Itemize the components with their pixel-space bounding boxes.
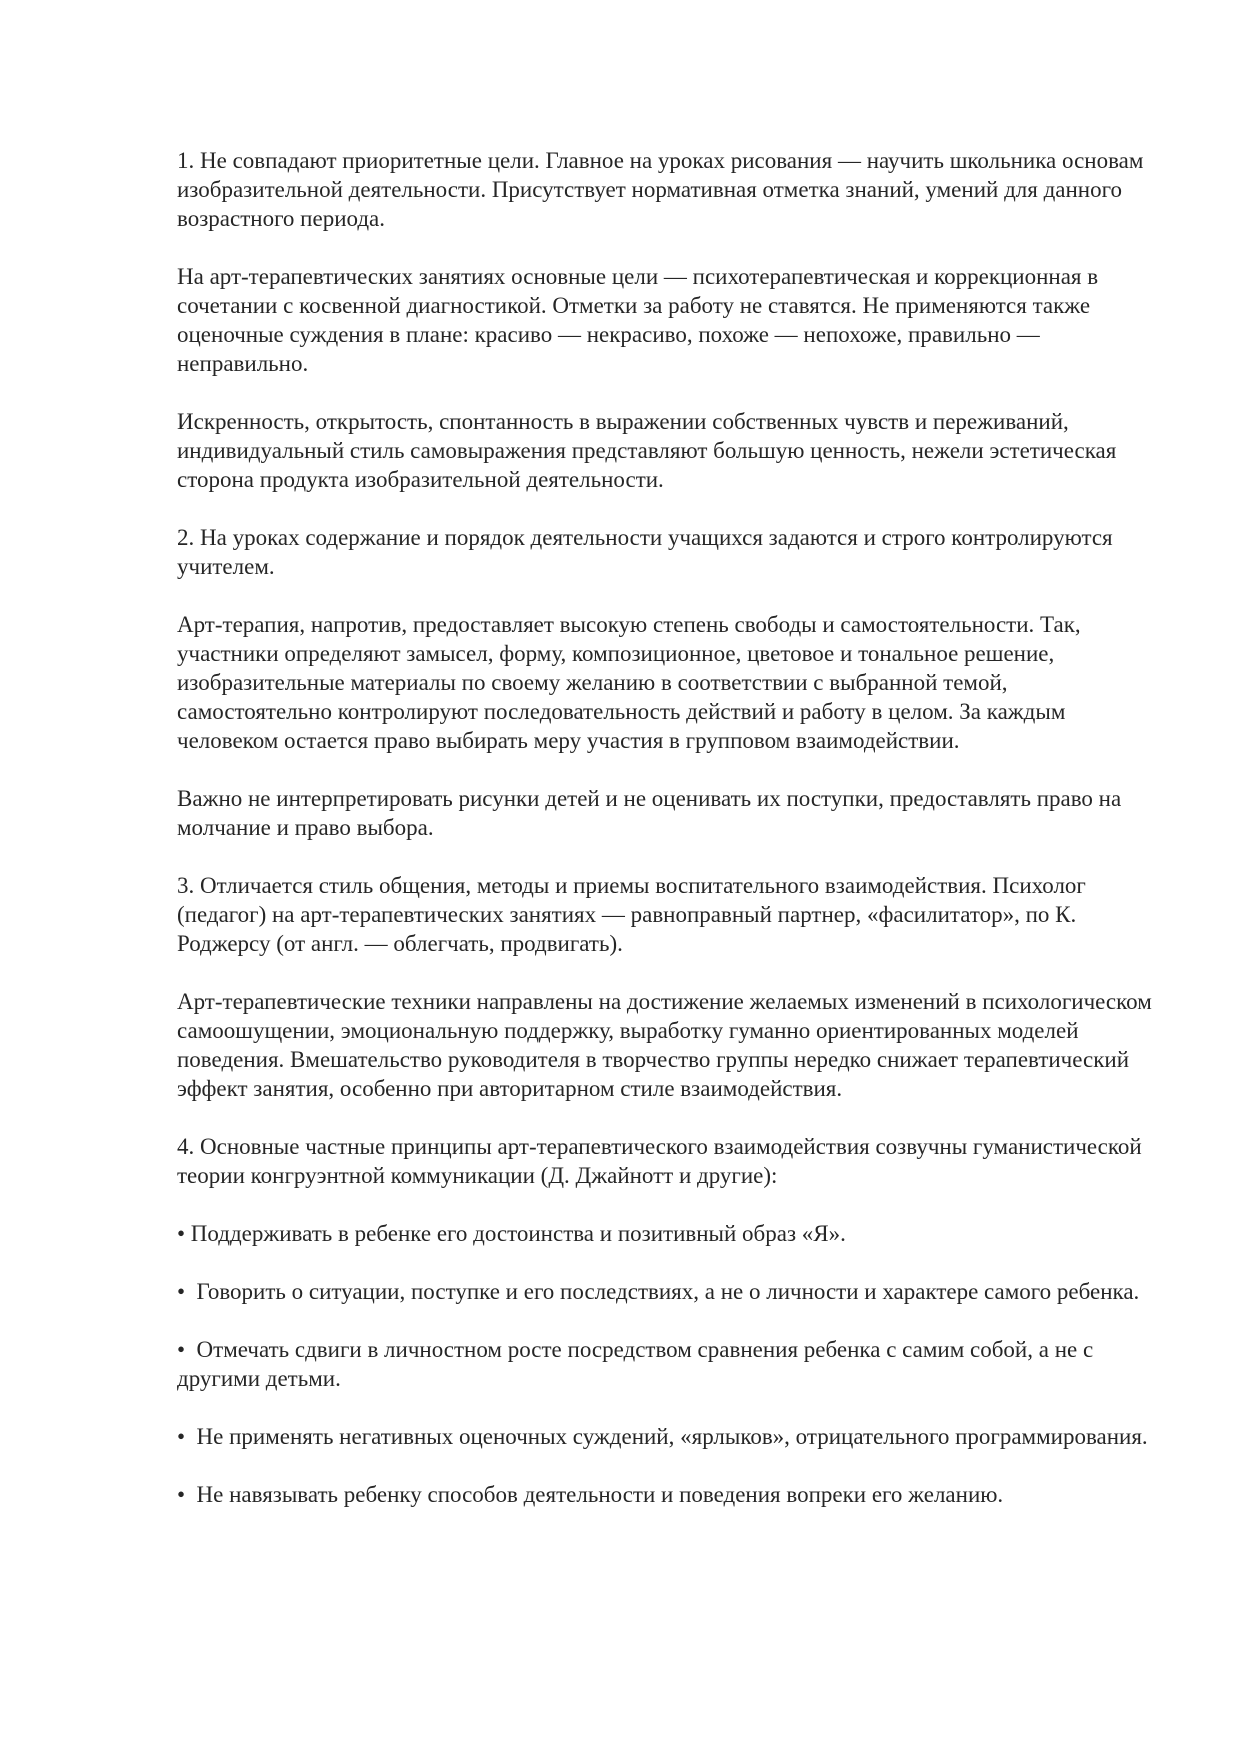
paragraph-2: На арт-терапевтических занятиях основные цели — психотерапевтическая и коррекционная в сочетании с косвенной диагностикой. Отметки за работу не ставятся. Не применяются также оценочные суждения в плане: красиво — некрасиво, похоже — непохоже, правильно — неправильно. — [177, 264, 1104, 376]
bullet-item-5: • Не навязывать ребенку способов деятельности и поведения вопреки его желанию. — [177, 1482, 1004, 1507]
bullet-item-1: • Поддерживать в ребенке его достоинства и позитивный образ «Я». — [177, 1221, 846, 1246]
paragraph-6: Важно не интерпретировать рисунки детей и не оценивать их поступки, предоставлять право на молчание и право выбора. — [177, 786, 1127, 840]
paragraph-3: Искренность, открытость, спонтанность в выражении собственных чувств и переживаний, индивидуальный стиль самовыражения представляют большую ценность, нежели эстетическая сторона продукта изобразительной деятельности. — [177, 409, 1123, 492]
bullet-item-4: • Не применять негативных оценочных суждений, «ярлыков», отрицательного программирования. — [177, 1424, 1148, 1449]
paragraph-4: 2. На уроках содержание и порядок деятельности учащихся задаются и строго контролируются учителем. — [177, 525, 1119, 579]
paragraph-7: 3. Отличается стиль общения, методы и приемы воспитательного взаимодействия. Психолог (педагог) на арт-терапевтических занятиях — равноправный партнер, «фасилитатор», по К. Роджерсу (от англ. — облегчать, продвигать). — [177, 873, 1092, 956]
bullet-item-3: • Отмечать сдвиги в личностном росте посредством сравнения ребенка с самим собой, а не с другими детьми. — [177, 1337, 1099, 1391]
paragraph-9: 4. Основные частные принципы арт-терапевтического взаимодействия созвучны гуманистической теории конгруэнтной коммуникации (Д. Джайнотт и другие): — [177, 1134, 1148, 1188]
bullet-item-2: • Говорить о ситуации, поступке и его последствиях, а не о личности и характере самого ребенка. — [177, 1279, 1140, 1304]
paragraph-8: Арт-терапевтические техники направлены на достижение желаемых изменений в психологическом самоошущении, эмоциональную поддержку, выработку гуманно ориентированных моделей поведения. Вмешательство руководителя в творчество группы нередко снижает терапевтический эффект занятия, особенно при авторитарном стиле взаимодействия. — [177, 989, 1158, 1101]
paragraph-1: 1. Не совпадают приоритетные цели. Главное на уроках рисования — научить школьника основам изобразительной деятельности. Присутствует нормативная отметка знаний, умений для данного возрастного периода. — [177, 148, 1150, 231]
document-body — [177, 146, 1157, 1538]
paragraph-5: Арт-терапия, напротив, предоставляет высокую степень свободы и самостоятельности. Так, участники определяют замысел, форму, композиционное, цветовое и тональное решение, изобразительные материалы по своему желанию в соответствии с выбранной темой, самостоятельно контролируют последовательность действий и работу в целом. За каждым человеком остается право выбирать меру участия в групповом взаимодействии. — [177, 612, 1087, 753]
